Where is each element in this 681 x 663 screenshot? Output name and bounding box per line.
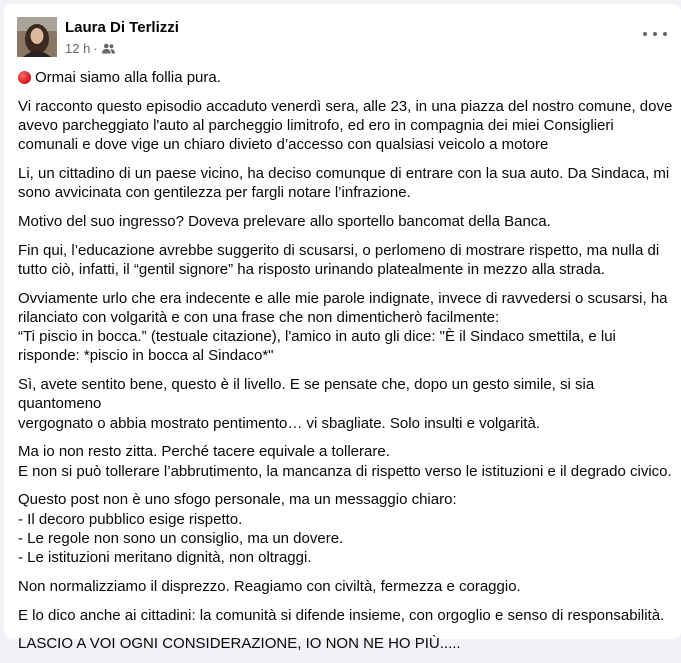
paragraph (18, 164, 673, 202)
paragraph (18, 442, 673, 480)
paragraph-line: vergognato o abbia mostrato pentimento… vi sbagliate. Solo insulti e volgarità. (18, 414, 540, 432)
post-header (4, 4, 681, 64)
paragraph-line: Vi racconto questo episodio accaduto venerdì sera, alle 23, in una piazza del nostro comune, dove (18, 97, 673, 115)
post-time[interactable]: 12 h (65, 41, 91, 56)
paragraph-line: Questo post non è uno sfogo personale, ma un messaggio chiaro: (18, 491, 457, 509)
paragraph (18, 375, 673, 433)
paragraph-line: comunali e dove vige un chiaro divieto d’accesso con qualsiasi veicolo a motore (18, 136, 549, 154)
paragraph-line: E lo dico anche ai cittadini: la comunità si difende insieme, con orgoglio e senso di responsabilità. (18, 606, 665, 624)
paragraph-line: - Il decoro pubblico esige rispetto. (18, 510, 243, 528)
paragraph (18, 490, 673, 567)
paragraph-line: Ma io non resto zitta. Perché tacere equivale a tollerare. (18, 443, 390, 461)
paragraph-line: sono avvicinata con gentilezza per fargli notare l’infrazione. (18, 184, 411, 202)
paragraph (18, 68, 673, 87)
paragraph-line: LASCIO A VOI OGNI CONSIDERAZIONE, IO NON NE HO PIÙ..... (18, 635, 461, 653)
paragraph-line: Li, un cittadino di un paese vicino, ha deciso comunque di entrare con la sua auto. Da Sindaca, mi (18, 165, 670, 182)
avatar[interactable] (17, 17, 57, 57)
paragraph (18, 634, 673, 653)
post-meta (65, 41, 115, 56)
post-card (4, 4, 681, 653)
paragraph-line: Sì, avete sentito bene, questo è il livello. E se pensate che, dopo un gesto simile, si sia quantomeno (18, 376, 595, 413)
more-options-icon[interactable] (643, 26, 667, 42)
paragraph (18, 577, 673, 596)
paragraph-line: tutto ciò, infatti, il “gentil signore” ha risposto urinando platealmente in mezzo alla strada. (18, 261, 605, 278)
paragraph-line: avevo parcheggiato l'auto al parcheggio limitrofo, ed ero in compagnia dei miei Consiglieri (18, 117, 614, 134)
paragraph-line: E non si può tollerare l’abbrutimento, la mancanza di rispetto verso le istituzioni e il degrado civico. (18, 462, 672, 480)
paragraph (18, 212, 673, 231)
paragraph-line: Ormai siamo alla follia pura. (35, 69, 221, 86)
author-name[interactable]: Laura Di Terlizzi (65, 19, 179, 36)
red-circle-icon (18, 71, 31, 84)
paragraph-line: rilanciato con volgarità e con una frase che non dimenticherò facilmente: (18, 309, 500, 326)
paragraph-line: Non normalizziamo il disprezzo. Reagiamo con civiltà, fermezza e coraggio. (18, 577, 521, 595)
meta-separator: · (93, 41, 98, 56)
post-body (18, 68, 673, 663)
paragraph-line: Ovviamente urlo che era indecente e alle mie parole indignate, invece di ravvedersi o scusarsi, ha (18, 289, 668, 307)
paragraph (18, 241, 673, 279)
paragraph (18, 97, 673, 155)
paragraph (18, 606, 673, 625)
paragraph-line: - Le istituzioni meritano dignità, non oltraggi. (18, 549, 312, 567)
paragraph-line: - Le regole non sono un consiglio, ma un dovere. (18, 529, 344, 547)
friends-icon[interactable] (102, 43, 115, 54)
avatar-image (17, 17, 57, 57)
paragraph-line: Motivo del suo ingresso? Doveva prelevare allo sportello bancomat della Banca. (18, 213, 551, 230)
paragraph-line: Fin qui, l’educazione avrebbe suggerito di scusarsi, o perlomeno di mostrare rispetto, ma nulla di (18, 241, 660, 259)
paragraph-line: “Ti piscio in bocca.” (testuale citazione), l'amico in auto gli dice: "È il Sindaco smettila, e lui (18, 328, 616, 346)
paragraph-line: risponde: *piscio in bocca al Sindaco*" (18, 347, 274, 365)
paragraph (18, 289, 673, 366)
